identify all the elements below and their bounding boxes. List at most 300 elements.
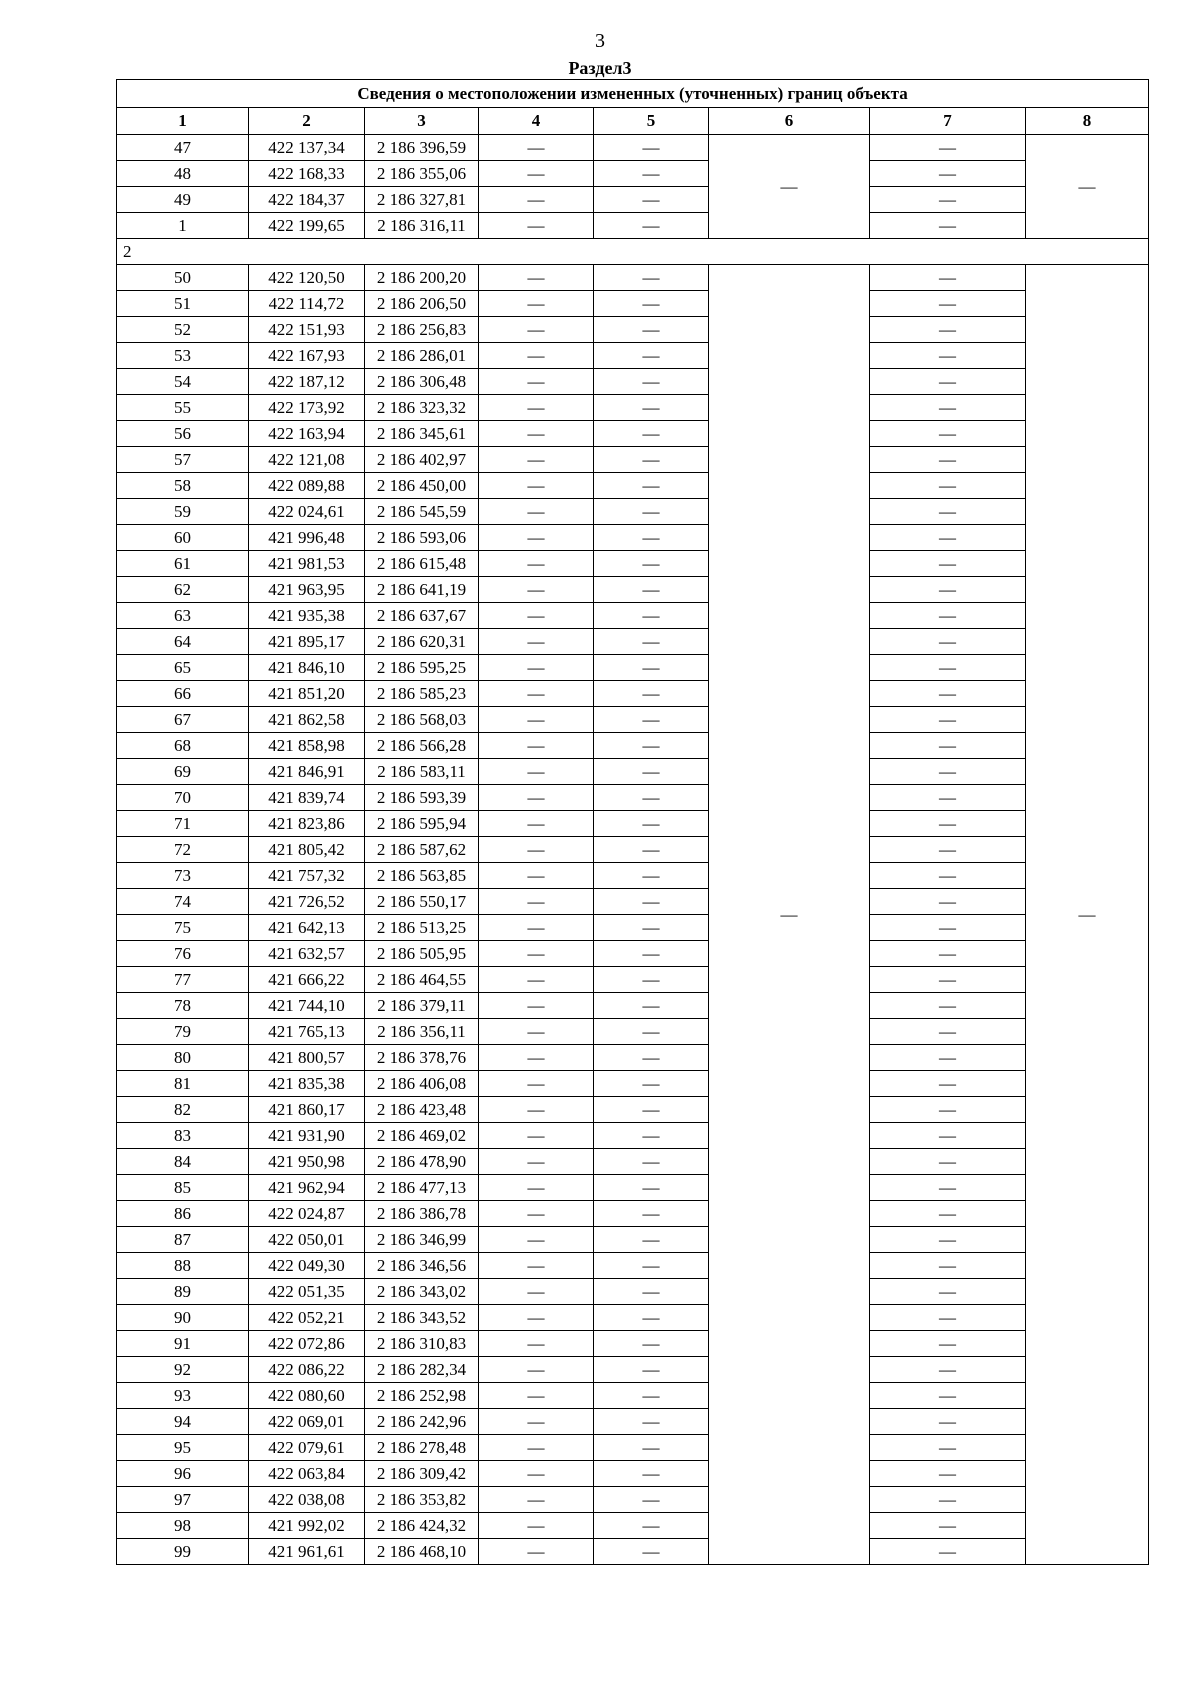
- x-coordinate-cell: 422 151,93: [249, 317, 365, 343]
- column-5-cell: —: [594, 1487, 709, 1513]
- y-coordinate-cell: 2 186 423,48: [365, 1097, 479, 1123]
- column-7-cell: —: [870, 1513, 1026, 1539]
- column-header: 5: [594, 108, 709, 135]
- point-number-cell: 78: [117, 993, 249, 1019]
- table-row: [117, 967, 1149, 993]
- table-row: [117, 629, 1149, 655]
- y-coordinate-cell: 2 186 477,13: [365, 1175, 479, 1201]
- point-number-cell: 84: [117, 1149, 249, 1175]
- column-4-cell: —: [479, 161, 594, 187]
- column-4-cell: —: [479, 1045, 594, 1071]
- y-coordinate-cell: 2 186 353,82: [365, 1487, 479, 1513]
- column-7-cell: —: [870, 1253, 1026, 1279]
- x-coordinate-cell: 421 860,17: [249, 1097, 365, 1123]
- y-coordinate-cell: 2 186 200,20: [365, 265, 479, 291]
- y-coordinate-cell: 2 186 356,11: [365, 1019, 479, 1045]
- table-row: [117, 863, 1149, 889]
- y-coordinate-cell: 2 186 464,55: [365, 967, 479, 993]
- column-6-merged-cell: —: [709, 265, 870, 1565]
- table-row: [117, 785, 1149, 811]
- column-4-cell: —: [479, 941, 594, 967]
- column-5-cell: —: [594, 1071, 709, 1097]
- point-number-cell: 94: [117, 1409, 249, 1435]
- x-coordinate-cell: 422 187,12: [249, 369, 365, 395]
- x-coordinate-cell: 422 114,72: [249, 291, 365, 317]
- column-7-cell: —: [870, 343, 1026, 369]
- column-5-cell: —: [594, 629, 709, 655]
- column-7-cell: —: [870, 1227, 1026, 1253]
- x-coordinate-cell: 422 050,01: [249, 1227, 365, 1253]
- coordinates-table: [116, 79, 1149, 1565]
- x-coordinate-cell: 421 858,98: [249, 733, 365, 759]
- point-number-cell: 95: [117, 1435, 249, 1461]
- y-coordinate-cell: 2 186 310,83: [365, 1331, 479, 1357]
- table-row: [117, 1253, 1149, 1279]
- x-coordinate-cell: 422 069,01: [249, 1409, 365, 1435]
- column-7-cell: —: [870, 707, 1026, 733]
- table-row: [117, 343, 1149, 369]
- column-5-cell: —: [594, 1175, 709, 1201]
- column-5-cell: —: [594, 161, 709, 187]
- y-coordinate-cell: 2 186 306,48: [365, 369, 479, 395]
- table-row: [117, 1071, 1149, 1097]
- column-7-cell: —: [870, 369, 1026, 395]
- table-row: [117, 1357, 1149, 1383]
- y-coordinate-cell: 2 186 568,03: [365, 707, 479, 733]
- table-row: [117, 213, 1149, 239]
- x-coordinate-cell: 422 167,93: [249, 343, 365, 369]
- column-4-cell: —: [479, 1175, 594, 1201]
- point-number-cell: 87: [117, 1227, 249, 1253]
- y-coordinate-cell: 2 186 378,76: [365, 1045, 479, 1071]
- column-6-merged-cell: —: [709, 135, 870, 239]
- x-coordinate-cell: 422 024,61: [249, 499, 365, 525]
- column-7-cell: —: [870, 629, 1026, 655]
- column-5-cell: —: [594, 655, 709, 681]
- column-4-cell: —: [479, 1227, 594, 1253]
- column-4-cell: —: [479, 499, 594, 525]
- column-4-cell: —: [479, 213, 594, 239]
- column-4-cell: —: [479, 759, 594, 785]
- x-coordinate-cell: 422 072,86: [249, 1331, 365, 1357]
- column-7-cell: —: [870, 785, 1026, 811]
- column-4-cell: —: [479, 1487, 594, 1513]
- x-coordinate-cell: 421 862,58: [249, 707, 365, 733]
- y-coordinate-cell: 2 186 505,95: [365, 941, 479, 967]
- y-coordinate-cell: 2 186 256,83: [365, 317, 479, 343]
- point-number-cell: 92: [117, 1357, 249, 1383]
- point-number-cell: 77: [117, 967, 249, 993]
- column-4-cell: —: [479, 1019, 594, 1045]
- column-5-cell: —: [594, 1357, 709, 1383]
- column-5-cell: —: [594, 291, 709, 317]
- column-4-cell: —: [479, 473, 594, 499]
- x-coordinate-cell: 422 173,92: [249, 395, 365, 421]
- column-header: 8: [1026, 108, 1149, 135]
- column-4-cell: —: [479, 1461, 594, 1487]
- column-4-cell: —: [479, 1539, 594, 1565]
- table-row: [117, 577, 1149, 603]
- x-coordinate-cell: 421 800,57: [249, 1045, 365, 1071]
- x-coordinate-cell: 421 961,61: [249, 1539, 365, 1565]
- column-7-cell: —: [870, 161, 1026, 187]
- point-number-cell: 71: [117, 811, 249, 837]
- column-7-cell: —: [870, 551, 1026, 577]
- column-5-cell: —: [594, 265, 709, 291]
- y-coordinate-cell: 2 186 345,61: [365, 421, 479, 447]
- x-coordinate-cell: 422 049,30: [249, 1253, 365, 1279]
- x-coordinate-cell: 421 996,48: [249, 525, 365, 551]
- column-5-cell: —: [594, 603, 709, 629]
- column-7-cell: —: [870, 1461, 1026, 1487]
- table-row: [117, 993, 1149, 1019]
- point-number-cell: 76: [117, 941, 249, 967]
- column-7-cell: —: [870, 291, 1026, 317]
- page-number: 3: [595, 30, 605, 52]
- column-4-cell: —: [479, 343, 594, 369]
- column-7-cell: —: [870, 1045, 1026, 1071]
- column-5-cell: —: [594, 1019, 709, 1045]
- x-coordinate-cell: 421 642,13: [249, 915, 365, 941]
- y-coordinate-cell: 2 186 513,25: [365, 915, 479, 941]
- column-4-cell: —: [479, 707, 594, 733]
- column-5-cell: —: [594, 135, 709, 161]
- column-7-cell: —: [870, 1357, 1026, 1383]
- table-row: [117, 499, 1149, 525]
- y-coordinate-cell: 2 186 206,50: [365, 291, 479, 317]
- point-number-cell: 54: [117, 369, 249, 395]
- y-coordinate-cell: 2 186 469,02: [365, 1123, 479, 1149]
- column-5-cell: —: [594, 1461, 709, 1487]
- point-number-cell: 50: [117, 265, 249, 291]
- column-5-cell: —: [594, 473, 709, 499]
- column-5-cell: —: [594, 1123, 709, 1149]
- table-row: [117, 1279, 1149, 1305]
- column-7-cell: —: [870, 837, 1026, 863]
- y-coordinate-cell: 2 186 242,96: [365, 1409, 479, 1435]
- column-5-cell: —: [594, 1513, 709, 1539]
- point-number-cell: 69: [117, 759, 249, 785]
- table-row: [117, 1331, 1149, 1357]
- table-row: [117, 369, 1149, 395]
- x-coordinate-cell: 421 835,38: [249, 1071, 365, 1097]
- table-row: [117, 447, 1149, 473]
- column-7-cell: —: [870, 395, 1026, 421]
- column-8-merged-cell: —: [1026, 265, 1149, 1565]
- point-number-cell: 62: [117, 577, 249, 603]
- point-number-cell: 60: [117, 525, 249, 551]
- point-number-cell: 91: [117, 1331, 249, 1357]
- point-number-cell: 73: [117, 863, 249, 889]
- x-coordinate-cell: 422 086,22: [249, 1357, 365, 1383]
- column-5-cell: —: [594, 811, 709, 837]
- point-number-cell: 68: [117, 733, 249, 759]
- table-row: [117, 1383, 1149, 1409]
- table-row: [117, 1123, 1149, 1149]
- point-number-cell: 89: [117, 1279, 249, 1305]
- column-5-cell: —: [594, 863, 709, 889]
- column-7-cell: —: [870, 941, 1026, 967]
- column-4-cell: —: [479, 603, 594, 629]
- y-coordinate-cell: 2 186 323,32: [365, 395, 479, 421]
- column-7-cell: —: [870, 1123, 1026, 1149]
- y-coordinate-cell: 2 186 343,52: [365, 1305, 479, 1331]
- y-coordinate-cell: 2 186 252,98: [365, 1383, 479, 1409]
- column-5-cell: —: [594, 395, 709, 421]
- table-row: [117, 1435, 1149, 1461]
- x-coordinate-cell: 421 839,74: [249, 785, 365, 811]
- point-number-cell: 85: [117, 1175, 249, 1201]
- column-7-cell: —: [870, 603, 1026, 629]
- column-4-cell: —: [479, 1123, 594, 1149]
- column-4-cell: —: [479, 1071, 594, 1097]
- column-4-cell: —: [479, 1149, 594, 1175]
- column-4-cell: —: [479, 863, 594, 889]
- x-coordinate-cell: 421 950,98: [249, 1149, 365, 1175]
- contour-row: [117, 239, 1149, 265]
- y-coordinate-cell: 2 186 563,85: [365, 863, 479, 889]
- column-5-cell: —: [594, 213, 709, 239]
- column-4-cell: —: [479, 1435, 594, 1461]
- x-coordinate-cell: 421 632,57: [249, 941, 365, 967]
- point-number-cell: 49: [117, 187, 249, 213]
- column-5-cell: —: [594, 369, 709, 395]
- column-header: 3: [365, 108, 479, 135]
- column-5-cell: —: [594, 889, 709, 915]
- y-coordinate-cell: 2 186 396,59: [365, 135, 479, 161]
- table-row: [117, 1045, 1149, 1071]
- column-5-cell: —: [594, 1305, 709, 1331]
- column-7-cell: —: [870, 1175, 1026, 1201]
- column-7-cell: —: [870, 187, 1026, 213]
- column-5-cell: —: [594, 915, 709, 941]
- column-5-cell: —: [594, 421, 709, 447]
- y-coordinate-cell: 2 186 468,10: [365, 1539, 479, 1565]
- table-row: [117, 1201, 1149, 1227]
- column-4-cell: —: [479, 993, 594, 1019]
- column-7-cell: —: [870, 1071, 1026, 1097]
- column-4-cell: —: [479, 837, 594, 863]
- column-4-cell: —: [479, 889, 594, 915]
- y-coordinate-cell: 2 186 386,78: [365, 1201, 479, 1227]
- column-4-cell: —: [479, 655, 594, 681]
- column-5-cell: —: [594, 317, 709, 343]
- column-5-cell: —: [594, 993, 709, 1019]
- column-7-cell: —: [870, 213, 1026, 239]
- table-row: [117, 733, 1149, 759]
- column-5-cell: —: [594, 1253, 709, 1279]
- column-7-cell: —: [870, 1305, 1026, 1331]
- x-coordinate-cell: 421 846,91: [249, 759, 365, 785]
- column-7-cell: —: [870, 967, 1026, 993]
- table-caption: Сведения о местоположении измененных (уточненных) границ объекта: [117, 80, 1149, 108]
- column-7-cell: —: [870, 1539, 1026, 1565]
- y-coordinate-cell: 2 186 637,67: [365, 603, 479, 629]
- y-coordinate-cell: 2 186 587,62: [365, 837, 479, 863]
- column-4-cell: —: [479, 1097, 594, 1123]
- point-number-cell: 99: [117, 1539, 249, 1565]
- table-row: [117, 291, 1149, 317]
- x-coordinate-cell: 421 666,22: [249, 967, 365, 993]
- x-coordinate-cell: 421 851,20: [249, 681, 365, 707]
- column-4-cell: —: [479, 317, 594, 343]
- point-number-cell: 65: [117, 655, 249, 681]
- point-number-cell: 72: [117, 837, 249, 863]
- y-coordinate-cell: 2 186 355,06: [365, 161, 479, 187]
- x-coordinate-cell: 421 805,42: [249, 837, 365, 863]
- section-title: Раздел3: [568, 58, 632, 78]
- table-row: [117, 1461, 1149, 1487]
- y-coordinate-cell: 2 186 450,00: [365, 473, 479, 499]
- column-7-cell: —: [870, 915, 1026, 941]
- point-number-cell: 74: [117, 889, 249, 915]
- column-7-cell: —: [870, 317, 1026, 343]
- column-header: 6: [709, 108, 870, 135]
- table-row: [117, 395, 1149, 421]
- column-4-cell: —: [479, 525, 594, 551]
- column-4-cell: —: [479, 577, 594, 603]
- y-coordinate-cell: 2 186 402,97: [365, 447, 479, 473]
- table-row: [117, 473, 1149, 499]
- column-7-cell: —: [870, 1097, 1026, 1123]
- column-4-cell: —: [479, 681, 594, 707]
- column-header: 2: [249, 108, 365, 135]
- column-7-cell: —: [870, 655, 1026, 681]
- y-coordinate-cell: 2 186 309,42: [365, 1461, 479, 1487]
- table-row: [117, 603, 1149, 629]
- column-4-cell: —: [479, 291, 594, 317]
- point-number-cell: 96: [117, 1461, 249, 1487]
- table-row: [117, 265, 1149, 291]
- x-coordinate-cell: 422 080,60: [249, 1383, 365, 1409]
- x-coordinate-cell: 422 163,94: [249, 421, 365, 447]
- column-5-cell: —: [594, 1331, 709, 1357]
- column-5-cell: —: [594, 1227, 709, 1253]
- column-4-cell: —: [479, 1383, 594, 1409]
- point-number-cell: 58: [117, 473, 249, 499]
- x-coordinate-cell: 421 992,02: [249, 1513, 365, 1539]
- column-7-cell: —: [870, 473, 1026, 499]
- table-row: [117, 1513, 1149, 1539]
- point-number-cell: 93: [117, 1383, 249, 1409]
- column-header: 1: [117, 108, 249, 135]
- y-coordinate-cell: 2 186 478,90: [365, 1149, 479, 1175]
- x-coordinate-cell: 422 038,08: [249, 1487, 365, 1513]
- column-7-cell: —: [870, 1487, 1026, 1513]
- column-5-cell: —: [594, 1045, 709, 1071]
- column-7-cell: —: [870, 499, 1026, 525]
- x-coordinate-cell: 421 757,32: [249, 863, 365, 889]
- x-coordinate-cell: 422 199,65: [249, 213, 365, 239]
- y-coordinate-cell: 2 186 566,28: [365, 733, 479, 759]
- y-coordinate-cell: 2 186 424,32: [365, 1513, 479, 1539]
- column-4-cell: —: [479, 369, 594, 395]
- column-5-cell: —: [594, 577, 709, 603]
- y-coordinate-cell: 2 186 593,06: [365, 525, 479, 551]
- column-7-cell: —: [870, 889, 1026, 915]
- column-4-cell: —: [479, 447, 594, 473]
- column-7-cell: —: [870, 1201, 1026, 1227]
- point-number-cell: 53: [117, 343, 249, 369]
- point-number-cell: 90: [117, 1305, 249, 1331]
- y-coordinate-cell: 2 186 583,11: [365, 759, 479, 785]
- x-coordinate-cell: 421 931,90: [249, 1123, 365, 1149]
- column-7-cell: —: [870, 577, 1026, 603]
- point-number-cell: 57: [117, 447, 249, 473]
- x-coordinate-cell: 422 168,33: [249, 161, 365, 187]
- x-coordinate-cell: 421 963,95: [249, 577, 365, 603]
- y-coordinate-cell: 2 186 615,48: [365, 551, 479, 577]
- table-header-row: [117, 108, 1149, 135]
- table-row: [117, 811, 1149, 837]
- point-number-cell: 47: [117, 135, 249, 161]
- point-number-cell: 70: [117, 785, 249, 811]
- table-row: [117, 525, 1149, 551]
- y-coordinate-cell: 2 186 379,11: [365, 993, 479, 1019]
- x-coordinate-cell: 422 024,87: [249, 1201, 365, 1227]
- point-number-cell: 82: [117, 1097, 249, 1123]
- column-4-cell: —: [479, 187, 594, 213]
- table-row: [117, 655, 1149, 681]
- column-4-cell: —: [479, 915, 594, 941]
- column-5-cell: —: [594, 1383, 709, 1409]
- column-5-cell: —: [594, 785, 709, 811]
- column-5-cell: —: [594, 551, 709, 577]
- column-5-cell: —: [594, 1097, 709, 1123]
- column-5-cell: —: [594, 759, 709, 785]
- column-4-cell: —: [479, 1201, 594, 1227]
- column-7-cell: —: [870, 1331, 1026, 1357]
- table-row: [117, 1305, 1149, 1331]
- column-4-cell: —: [479, 135, 594, 161]
- column-4-cell: —: [479, 967, 594, 993]
- point-number-cell: 97: [117, 1487, 249, 1513]
- table-row: [117, 1227, 1149, 1253]
- column-header: 4: [479, 108, 594, 135]
- table-row: [117, 889, 1149, 915]
- y-coordinate-cell: 2 186 282,34: [365, 1357, 479, 1383]
- table-row: [117, 1149, 1149, 1175]
- x-coordinate-cell: 421 765,13: [249, 1019, 365, 1045]
- column-7-cell: —: [870, 1409, 1026, 1435]
- column-4-cell: —: [479, 395, 594, 421]
- column-8-merged-cell: —: [1026, 135, 1149, 239]
- table-caption-row: [117, 80, 1149, 108]
- table-row: [117, 759, 1149, 785]
- table-row: [117, 837, 1149, 863]
- point-number-cell: 64: [117, 629, 249, 655]
- x-coordinate-cell: 422 089,88: [249, 473, 365, 499]
- x-coordinate-cell: 421 981,53: [249, 551, 365, 577]
- contour-label: 2: [117, 239, 1149, 265]
- column-7-cell: —: [870, 863, 1026, 889]
- column-5-cell: —: [594, 187, 709, 213]
- point-number-cell: 61: [117, 551, 249, 577]
- x-coordinate-cell: 421 935,38: [249, 603, 365, 629]
- point-number-cell: 98: [117, 1513, 249, 1539]
- column-4-cell: —: [479, 811, 594, 837]
- point-number-cell: 79: [117, 1019, 249, 1045]
- column-4-cell: —: [479, 421, 594, 447]
- point-number-cell: 80: [117, 1045, 249, 1071]
- y-coordinate-cell: 2 186 550,17: [365, 889, 479, 915]
- x-coordinate-cell: 422 051,35: [249, 1279, 365, 1305]
- point-number-cell: 59: [117, 499, 249, 525]
- column-5-cell: —: [594, 707, 709, 733]
- column-4-cell: —: [479, 785, 594, 811]
- column-5-cell: —: [594, 447, 709, 473]
- column-7-cell: —: [870, 1149, 1026, 1175]
